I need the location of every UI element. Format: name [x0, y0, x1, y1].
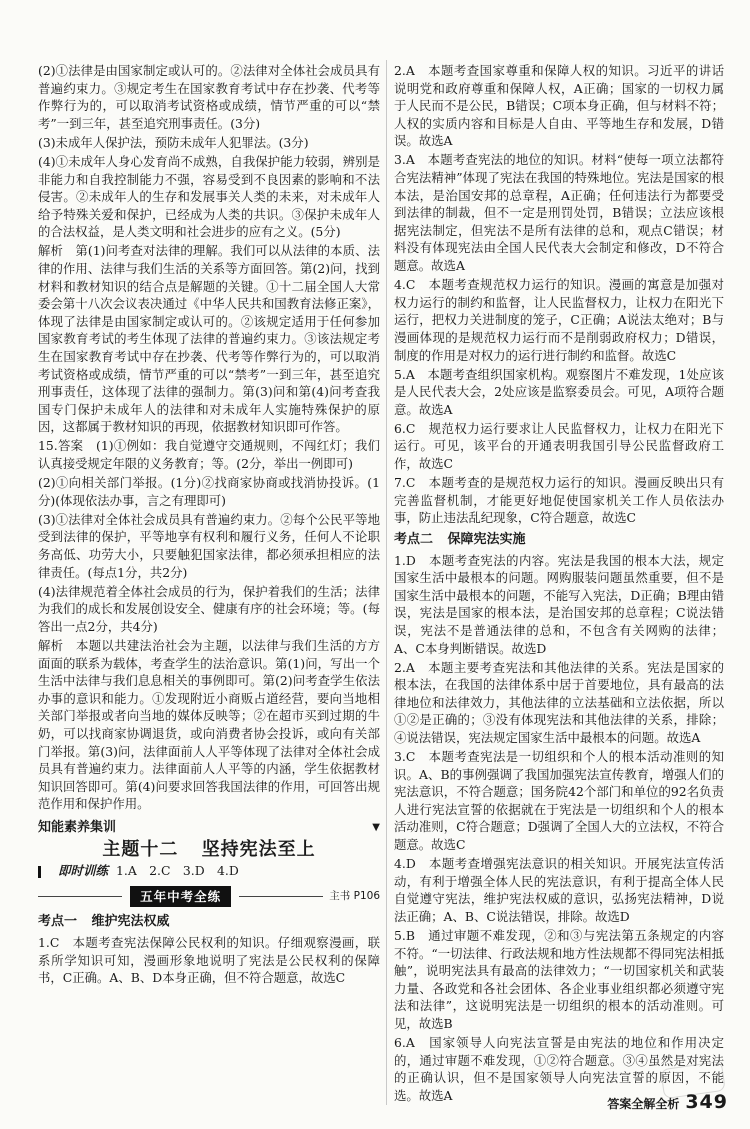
kp2-name: 保障宪法实施 — [447, 531, 526, 547]
kp1-heading — [38, 913, 380, 931]
kp2-heading — [394, 531, 724, 549]
q15-answer-part2: (2)①向相关部门举报。(1分)②找商家协商或找消协投诉。(1分)(体现依法办事，言之有理即可) — [38, 475, 380, 508]
section-title: 知能素养集训 — [38, 819, 117, 835]
kp1-q5: 5.A 本题考查组织国家机构。观察图片不难发现，1处应该是人民代表大会，2处应该是监察委员会。可见，A项符合题意。故选A — [394, 366, 724, 417]
q14-part4: (4)①未成年人身心发育尚不成熟，自我保护能力较弱，辨别是非能力和自我控制能力不强，容易受到不良因素的影响和不法侵害。②未成年人的生存和发展事关人类的未来，对未成年人给予特殊关爱和保护，已经成为人类的共识。③保护未成年人的合法权益，是人类文明和社会进步的应有之义。(5分) — [38, 153, 380, 240]
flag-icon — [38, 866, 55, 878]
kp1-q6: 6.C 规范权力运行要求让人民监督权力，让权力在阳光下运行。可见，该平台的开通表明我国引导公民监督政府工作，故选C — [394, 420, 724, 472]
topic-name: 坚持宪法至上 — [201, 838, 316, 860]
kp2-number: 考点二 — [394, 531, 434, 547]
footer-label: 答案全解全析 — [607, 1097, 680, 1111]
banner-rule-left — [38, 896, 122, 897]
kp1-q7: 7.C 本题考查的是规范权力运行的知识。漫画反映出只有完善监督机制，才能更好地促使国家机关工作人员依法办事，防止违法乱纪现象，C符合题意，故选C — [394, 475, 724, 526]
main-book-ref: 主书 P106 — [329, 889, 381, 902]
page-footer — [607, 1091, 728, 1113]
topic-number: 主题十二 — [102, 838, 179, 860]
q14-part3: (3)未成年人保护法，预防未成年人犯罪法。(3分) — [38, 134, 309, 150]
topic-title — [38, 838, 380, 860]
left-column — [38, 62, 380, 988]
q15-answer-part1: 15.答案 (1)①例如：我自觉遵守交通规则，不闯红灯；我们认真接受规定年限的义务教育；等。(2分，举出一例即可) — [38, 438, 380, 472]
drill-label: 即时训练 — [38, 862, 108, 880]
banner-rule-right — [239, 896, 323, 897]
kp2-q5: 5.B 通过审题不难发现，②和③与宪法第五条规定的内容不符。“一切法律、行政法规和地方性法规都不得同宪法相抵触”，说明宪法具有最高的法律效力；“一切国家机关和武装力量、各政党和各社会团体、各企业事业组织都必须遵守宪法和法律”，这说明宪法是一切组织的根本的活动准则。可见，故选B — [394, 928, 724, 1031]
kp2-q4: 4.D 本题考查增强宪法意识的相关知识。开展宪法宣传活动，有利于增强全体人民的宪法意识，有利于提高全体人民自觉遵守宪法，维护宪法权威的意识，弘扬宪法精神，D说法正确；A、B、C说法错误，排除。故选D — [394, 856, 724, 924]
q15-analysis: 解析 本题以共建法治社会为主题，以法律与我们生活的方方面面的联系为载体，考查学生的法治意识。第(1)问，写出一个生活中法律与我们息息相关的事例即可。第(2)问考查学生依法办事的意识和能力。①发现附近小商贩占道经营，要向当地相关部门举报或者向当地的媒体反映等；②在超市买到过期的牛奶，可以找商家协调退货，或向消费者协会投诉，或向有关部门举报。第(3)问，法律面前人人平等体现了法律对全体社会成员具有普遍约束力。法律面前人人平等的内涵，学生依据教材知识回答即可。第(4)问要求回答我国法律的作用，可回答出规范作用和保护作用。 — [38, 638, 380, 812]
q14-analysis: 解析 第(1)问考查对法律的理解。我们可以从法律的本质、法律的作用、法律与我们生活的关系等方面回答。第(2)问，找到材料和教材知识的结合点是解题的关键。①十二届全国人大常委会第十八次会议表决通过《中华人民共和国教育法修正案》，体现了法律是由国家制定或认可的。②该规定适用于任何参加国家教育考试的考生体现了法律的普遍约束力。③该法规定考生在国家教育考试中存在抄袭、代考等作弊行为的，可以取消考试资格或成绩，情节严重的可以“禁考”一到三年，甚至追究刑事责任，这体现了法律的强制力。第(3)问和第(4)问考查我国专门保护未成年人的法律和对未成年人实施特殊保护的原因，这都属于教材知识的再现，依据教材知识即可作答。 — [38, 243, 380, 435]
kp2-q1: 1.D 本题考查宪法的内容。宪法是我国的根本大法，规定国家生活中最根本的问题。网购服装问题虽然重要，但不是国家生活中最根本的问题，不能写入宪法，D正确；B理由错误，宪法是国家的根本法，是治国安邦的总章程；C说法错误，宪法不是普通法律的总和，不包含有关网购的法律；A、C本身判断错误。故选D — [394, 552, 724, 656]
kp1-number: 考点一 — [38, 914, 78, 930]
kp1-q1: 1.C 本题考查宪法保障公民权利的知识。仔细观察漫画，联系所学知识可知，漫画形象地说明了宪法是公民权利的保障书，C正确。A、B、D本身正确，但不符合题意，故选C — [38, 934, 380, 986]
page-number: 349 — [685, 1091, 728, 1113]
banner-row — [38, 886, 380, 908]
kp2-q6: 6.A 国家领导人向宪法宣誓是由宪法的地位和作用决定的，通过审题不难发现，①②符合题意。③④虽然是对宪法的正确认识，但不是国家领导人向宪法宣誓的原因，不能选。故选A — [394, 1035, 724, 1103]
kp1-q2: 2.A 本题考查国家尊重和保障人权的知识。习近平的讲话说明党和政府尊重和保障人权，A正确；国家的一切权力属于人民而不是公民，B错误；C项本身正确，但与材料不符；人权的实质内容和目标是人自由、平等地生存和发展，D错误。故选A — [394, 63, 724, 149]
section-heading — [38, 819, 380, 837]
triangle-down-icon: ▼ — [372, 821, 380, 833]
five-year-banner: 五年中考全练 — [130, 886, 231, 908]
kp1-q4: 4.C 本题考查规范权力运行的知识。漫画的寓意是加强对权力运行的制约和监督，让人民监督权力，让权力在阳光下运行，把权力关进制度的笼子，C正确；A说法太绝对；B与漫画体现的是规范权力运行而不是削弱政府权力；D错误，制度的作用是对权力的运行进行制约和监督。故选C — [394, 277, 724, 363]
kp2-q3: 3.C 本题考查宪法是一切组织和个人的根本活动准则的知识。A、B的事例强调了我国加强宪法宣传教育，增强人们的宪法意识，不符合题意；国务院42个部门和单位的92名负责人进行宪法宣誓的依据就在于宪法是一切组织和个人的根本活动准则，C符合题意；D强调了全国人大的立法权，不符合题意。故选C — [394, 749, 724, 853]
q14-part2: (2)①法律是由国家制定或认可的。②法律对全体社会成员具有普遍约束力。③规定考生在国家教育考试中存在抄袭、代考等作弊行为的，可以取消考试资格或成绩，情节严重的可以“禁考”一到三年，甚至追究刑事责任。(3分) — [38, 63, 380, 131]
column-divider — [386, 60, 387, 1105]
instant-drill-row — [38, 862, 380, 880]
q15-answer-part4: (4)法律规范着全体社会成员的行为，保护着我们的生活；法律为我们的成长和发展创设安全、健康有序的社会环境；等。(每答出一点2分，共4分) — [38, 583, 380, 634]
q15-answer-part3: (3)①法律对全体社会成员具有普遍约束力。②每个公民平等地受到法律的保护，平等地享有权利和履行义务，任何人不论职务高低、功劳大小，只要触犯国家法律，都必须承担相应的法律责任。(每点1分，共2分) — [38, 511, 380, 580]
kp2-q2: 2.A 本题主要考查宪法和其他法律的关系。宪法是国家的根本法，在我国的法律体系中居于首要地位，具有最高的法律地位和法律效力，其他法律的立法基础和立法依据，所以①②是正确的；③没有体现宪法和其他法律的关系，排除；④说法错误，宪法规定国家生活中最根本的问题。故选A — [394, 659, 724, 745]
kp1-name: 维护宪法权威 — [91, 914, 170, 930]
right-column — [394, 62, 724, 1106]
drill-answers: 1.A 2.C 3.D 4.D — [116, 863, 239, 879]
kp1-q3: 3.A 本题考查宪法的地位的知识。材料“使每一项立法都符合宪法精神”体现了宪法在我国的特殊地位。宪法是国家的根本法，是治国安邦的总章程，A正确；任何违法行为都要受到法律的制裁，但不一定是刑罚处罚，B错误；立法应该根据宪法制定，但宪法不是所有法律的总和，观点C错误；材料没有体现宪法由全国人民代表大会制定和修改，D不符合题意。故选A — [394, 152, 724, 274]
